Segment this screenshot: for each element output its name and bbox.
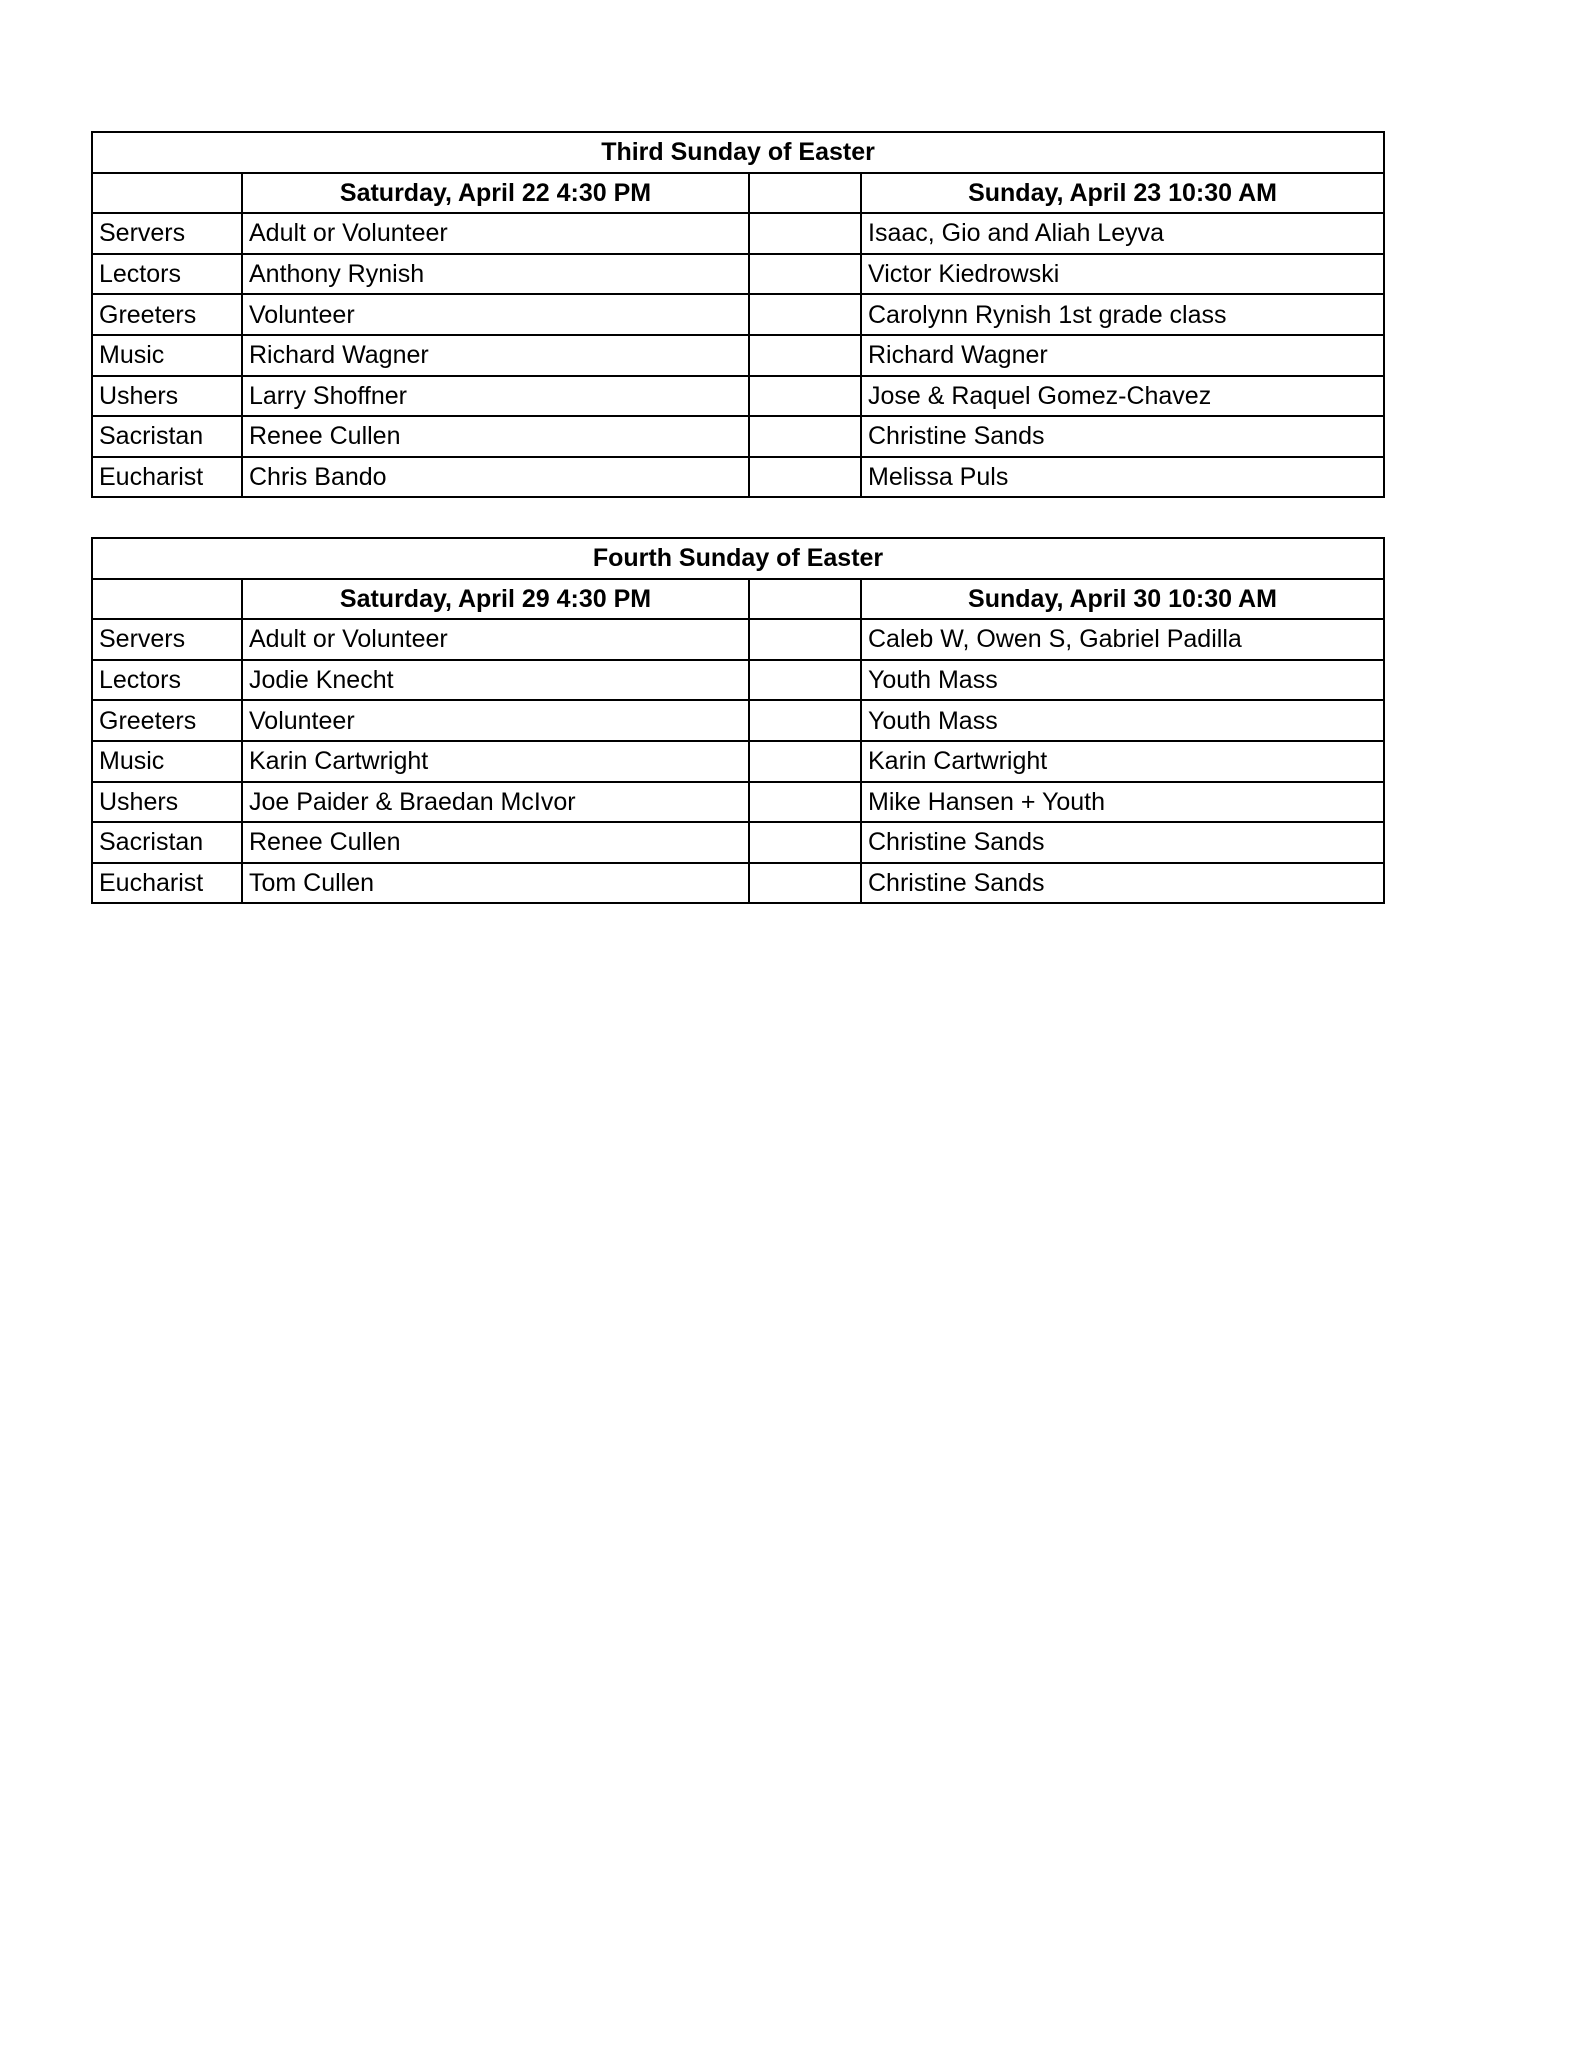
table-cell: Volunteer xyxy=(242,700,749,741)
table-row xyxy=(92,294,1384,335)
column-header xyxy=(749,173,861,214)
schedule-title-row xyxy=(92,538,1384,579)
table-row xyxy=(92,376,1384,417)
role-label: Ushers xyxy=(92,376,242,417)
table-cell: Mike Hansen + Youth xyxy=(861,782,1384,823)
table-row xyxy=(92,660,1384,701)
table-cell xyxy=(749,700,861,741)
schedule-title: Third Sunday of Easter xyxy=(92,132,1384,173)
role-label: Lectors xyxy=(92,254,242,295)
table-cell: Youth Mass xyxy=(861,700,1384,741)
table-row xyxy=(92,863,1384,904)
table-row xyxy=(92,213,1384,254)
table-cell xyxy=(749,822,861,863)
table-cell: Victor Kiedrowski xyxy=(861,254,1384,295)
table-cell: Christine Sands xyxy=(861,863,1384,904)
table-cell: Youth Mass xyxy=(861,660,1384,701)
table-cell: Christine Sands xyxy=(861,822,1384,863)
schedule-title: Fourth Sunday of Easter xyxy=(92,538,1384,579)
role-label: Servers xyxy=(92,619,242,660)
table-cell: Adult or Volunteer xyxy=(242,213,749,254)
role-label: Eucharist xyxy=(92,457,242,498)
column-header xyxy=(749,579,861,620)
role-label: Ushers xyxy=(92,782,242,823)
schedule-table xyxy=(91,131,1385,498)
table-row xyxy=(92,741,1384,782)
table-cell xyxy=(749,335,861,376)
role-label: Lectors xyxy=(92,660,242,701)
role-label: Sacristan xyxy=(92,416,242,457)
table-row xyxy=(92,822,1384,863)
column-header xyxy=(92,579,242,620)
table-cell xyxy=(749,863,861,904)
table-cell: Caleb W, Owen S, Gabriel Padilla xyxy=(861,619,1384,660)
table-row xyxy=(92,254,1384,295)
table-row xyxy=(92,619,1384,660)
column-header: Sunday, April 23 10:30 AM xyxy=(861,173,1384,214)
table-cell xyxy=(749,294,861,335)
role-label: Eucharist xyxy=(92,863,242,904)
table-cell: Volunteer xyxy=(242,294,749,335)
column-header xyxy=(92,173,242,214)
table-cell: Jose & Raquel Gomez-Chavez xyxy=(861,376,1384,417)
table-cell xyxy=(749,416,861,457)
table-cell: Karin Cartwright xyxy=(861,741,1384,782)
table-cell: Tom Cullen xyxy=(242,863,749,904)
table-row xyxy=(92,782,1384,823)
table-row xyxy=(92,416,1384,457)
table-cell: Melissa Puls xyxy=(861,457,1384,498)
table-cell: Renee Cullen xyxy=(242,416,749,457)
table-cell: Anthony Rynish xyxy=(242,254,749,295)
table-row xyxy=(92,457,1384,498)
table-cell xyxy=(749,213,861,254)
table-cell: Renee Cullen xyxy=(242,822,749,863)
column-header: Sunday, April 30 10:30 AM xyxy=(861,579,1384,620)
table-cell: Larry Shoffner xyxy=(242,376,749,417)
table-row xyxy=(92,700,1384,741)
table-cell xyxy=(749,376,861,417)
table-cell: Richard Wagner xyxy=(861,335,1384,376)
table-cell: Richard Wagner xyxy=(242,335,749,376)
table-cell: Isaac, Gio and Aliah Leyva xyxy=(861,213,1384,254)
table-cell xyxy=(749,457,861,498)
table-cell: Karin Cartwright xyxy=(242,741,749,782)
schedule-table xyxy=(91,537,1385,904)
role-label: Sacristan xyxy=(92,822,242,863)
schedule-title-row xyxy=(92,132,1384,173)
role-label: Greeters xyxy=(92,294,242,335)
table-cell: Chris Bando xyxy=(242,457,749,498)
table-row xyxy=(92,335,1384,376)
role-label: Music xyxy=(92,335,242,376)
column-header: Saturday, April 29 4:30 PM xyxy=(242,579,749,620)
table-cell: Christine Sands xyxy=(861,416,1384,457)
table-cell: Adult or Volunteer xyxy=(242,619,749,660)
table-cell xyxy=(749,741,861,782)
schedule-header-row xyxy=(92,173,1384,214)
table-cell xyxy=(749,782,861,823)
table-cell: Joe Paider & Braedan McIvor xyxy=(242,782,749,823)
role-label: Music xyxy=(92,741,242,782)
role-label: Servers xyxy=(92,213,242,254)
role-label: Greeters xyxy=(92,700,242,741)
table-cell xyxy=(749,619,861,660)
table-cell: Jodie Knecht xyxy=(242,660,749,701)
column-header: Saturday, April 22 4:30 PM xyxy=(242,173,749,214)
table-cell: Carolynn Rynish 1st grade class xyxy=(861,294,1384,335)
table-cell xyxy=(749,660,861,701)
schedule-header-row xyxy=(92,579,1384,620)
table-cell xyxy=(749,254,861,295)
